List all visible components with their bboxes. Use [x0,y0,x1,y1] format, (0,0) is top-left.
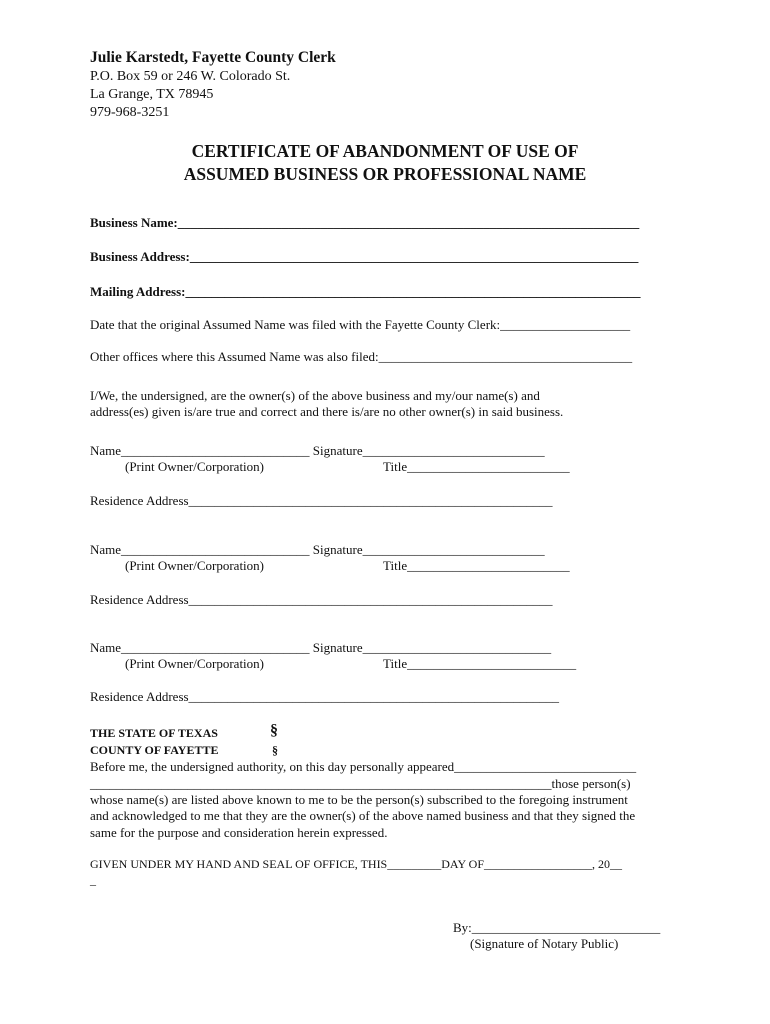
document-title-line2: ASSUMED BUSINESS OR PROFESSIONAL NAME [183,164,587,184]
county-label: COUNTY OF FAYETTE [90,743,219,757]
ownership-statement-line1: I/We, the undersigned, are the owner(s) of the above business and my/our name(s) and [90,388,540,403]
owner-3-name-signature-field[interactable]: Name_____________________________ Signature_____________________________ [90,640,552,655]
section-symbol: § [270,722,278,739]
owner-3-title-field[interactable]: Title__________________________ [383,656,577,671]
other-offices-field[interactable]: Other offices where this Assumed Name was also filed:_______________________________________ [90,349,633,364]
clerk-address-line1: P.O. Box 59 or 246 W. Colorado St. [90,69,291,84]
state-label: THE STATE OF TEXAS [90,726,218,740]
ownership-statement-line2: address(es) given is/are true and correct and there is/are no other owner(s) in said business. [90,404,564,419]
owner-2-print-label: (Print Owner/Corporation) [125,558,265,573]
owner-2-residence-field[interactable]: Residence Address________________________________________________________ [90,592,553,607]
given-under-hand-continuation: _ [90,873,96,887]
mailing-address-field[interactable]: Mailing Address:______________________________________________________________________ [90,284,641,299]
clerk-address-line2: La Grange, TX 78945 [90,87,214,102]
document-title-line1: CERTIFICATE OF ABANDONMENT OF USE OF [191,141,579,161]
notary-signature-label: (Signature of Notary Public) [470,936,619,951]
owner-2-name-signature-field[interactable]: Name_____________________________ Signature____________________________ [90,542,545,557]
business-name-field[interactable]: Business Name:_______________________________________________________________________ [90,215,640,230]
owner-3-print-label: (Print Owner/Corporation) [125,656,265,671]
date-filed-field[interactable]: Date that the original Assumed Name was filed with the Fayette County Clerk:____________________ [90,317,631,332]
notary-statement-line5: same for the purpose and consideration herein expressed. [90,825,388,840]
given-under-hand-field[interactable]: GIVEN UNDER MY HAND AND SEAL OF OFFICE, THIS_________DAY OF__________________, 20__ [90,857,623,871]
notary-statement-line2[interactable]: _______________________________________________________________________those person(s) [90,776,631,791]
owner-2-title-field[interactable]: Title_________________________ [383,558,570,573]
owner-3-residence-field[interactable]: Residence Address_________________________________________________________ [90,689,560,704]
notary-statement-line4: and acknowledged to me that they are the owner(s) of the above named business and that they signed the [90,808,636,823]
notary-signature-field[interactable]: By:_____________________________ [453,920,661,935]
notary-statement-line3: whose name(s) are listed above known to me to be the person(s) subscribed to the foregoing instrument [90,792,628,807]
clerk-phone: 979-968-3251 [90,105,170,120]
notary-statement-line1[interactable]: Before me, the undersigned authority, on this day personally appeared____________________________ [90,759,637,774]
clerk-name: Julie Karstedt, Fayette County Clerk [90,49,336,66]
business-address-field[interactable]: Business Address:_____________________________________________________________________ [90,249,639,264]
owner-1-residence-field[interactable]: Residence Address________________________________________________________ [90,493,553,508]
section-symbol: § [272,743,278,757]
owner-1-name-signature-field[interactable]: Name_____________________________ Signature____________________________ [90,443,545,458]
owner-1-print-label: (Print Owner/Corporation) [125,459,265,474]
owner-1-title-field[interactable]: Title_________________________ [383,459,570,474]
